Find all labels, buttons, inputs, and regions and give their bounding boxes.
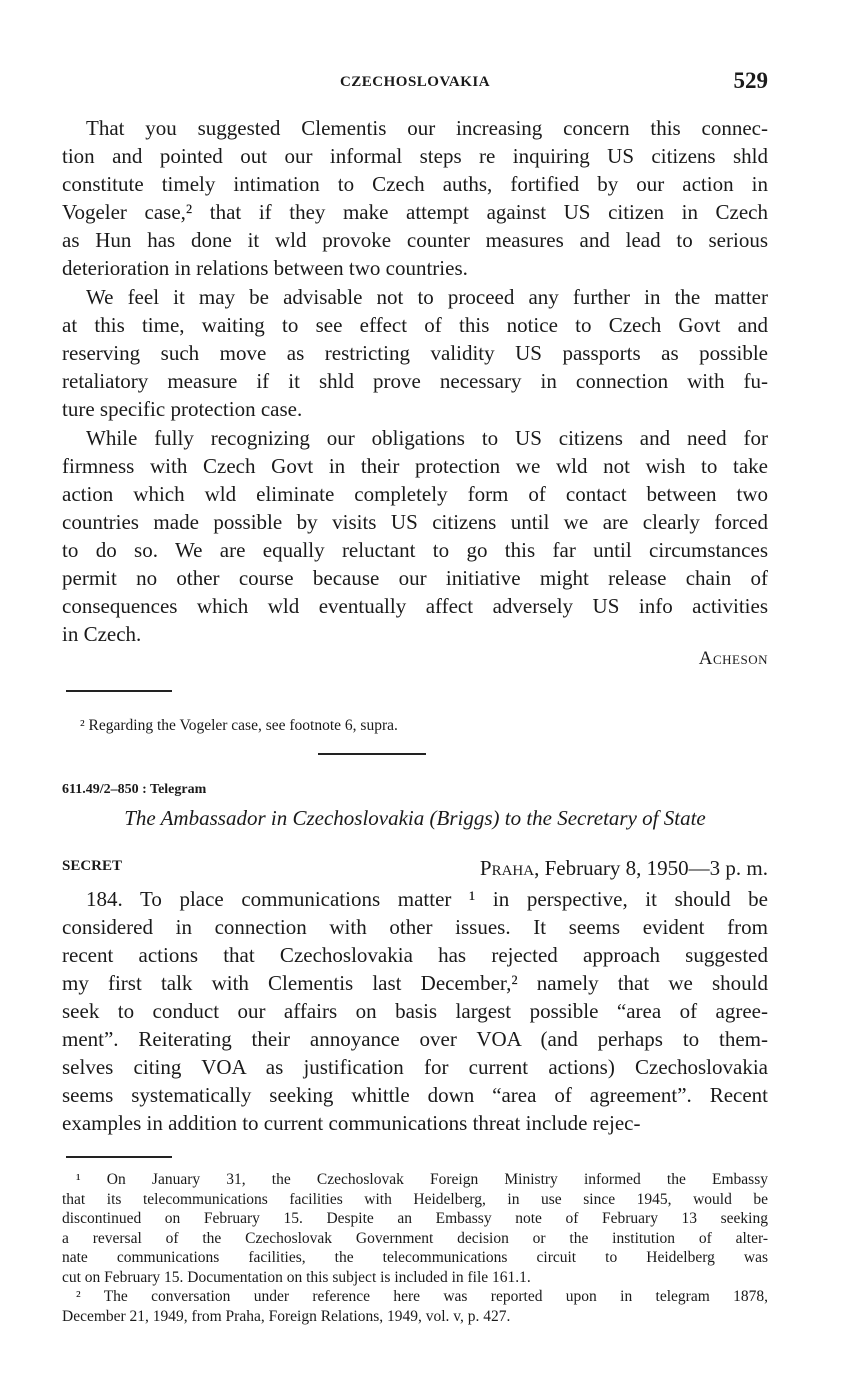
doc1-paragraph-3 <box>62 424 768 648</box>
text-line: ² The conversation under reference here was reported upon in telegram 1878, <box>76 1288 768 1305</box>
doc1-paragraph-1 <box>62 114 768 282</box>
footnote-divider-2 <box>66 1156 172 1158</box>
text-line: that its telecommunications facilities with Heidelberg, in use since 1945, would be <box>62 1190 768 1208</box>
text-line: ture specific protection case. <box>62 397 303 421</box>
text-line: tion and pointed out our informal steps re inquiring US citizens shld <box>62 144 768 168</box>
text-line: retaliatory measure if it shld prove necessary in connection with fu- <box>62 369 768 393</box>
doc2-footnote-2 <box>62 1287 768 1326</box>
text-line: We feel it may be advisable not to proceed any further in the matter <box>86 285 768 309</box>
signature: Acheson <box>698 648 768 669</box>
text-line: firmness with Czech Govt in their protection we wld not wish to take <box>62 454 768 478</box>
text-line: action which wld eliminate completely form of contact between two <box>62 482 768 506</box>
text-line: consequences which wld eventually affect adversely US info activities <box>62 594 768 618</box>
doc1-paragraph-2 <box>62 283 768 423</box>
text-line: to do so. We are equally reluctant to go this far until circumstances <box>62 538 768 562</box>
doc1-footnote-2 <box>62 716 768 736</box>
text-line: countries made possible by visits US citizens until we are clearly forced <box>62 510 768 534</box>
date: , February 8, 1950—3 p. m. <box>534 856 768 880</box>
running-header <box>62 68 768 96</box>
text-line: While fully recognizing our obligations to US citizens and need for <box>86 426 768 450</box>
text-line: That you suggested Clementis our increasing concern this connec- <box>86 116 768 140</box>
text-line: Vogeler case,² that if they make attempt against US citizen in Czech <box>62 200 768 224</box>
text-line: in Czech. <box>62 622 142 646</box>
text-line: permit no other course because our initiative might release chain of <box>62 566 768 590</box>
doc2-footnote-1 <box>62 1170 768 1287</box>
page-number: 529 <box>733 68 768 93</box>
text-line: deterioration in relations between two countries. <box>62 256 468 280</box>
text-line: December 21, 1949, from Praha, Foreign Relations, 1949, vol. v, p. 427. <box>62 1307 511 1325</box>
text-line: reserving such move as restricting validity US passports as possible <box>62 341 768 365</box>
classification: SECRET <box>62 858 123 874</box>
place: Praha <box>479 856 535 880</box>
text-line: ment”. Reiterating their annoyance over VOA (and perhaps to them- <box>62 1027 768 1051</box>
text-line: ² Regarding the Vogeler case, see footnote 6, supra. <box>80 717 398 734</box>
text-line: cut on February 15. Documentation on this subject is included in file 161.1. <box>62 1268 531 1286</box>
text-line: examples in addition to current communications threat include rejec- <box>62 1111 641 1135</box>
document-separator <box>318 753 426 755</box>
text-line: at this time, waiting to see effect of this notice to Czech Govt and <box>62 313 768 337</box>
text-line: my first talk with Clementis last December,² namely that we should <box>62 971 768 995</box>
file-number: 611.49/2–850 : Telegram <box>62 782 207 797</box>
text-line: recent actions that Czechoslovakia has rejected approach suggested <box>62 943 768 967</box>
text-line: discontinued on February 15. Despite an Embassy note of February 13 seeking <box>62 1210 768 1227</box>
text-line: constitute timely intimation to Czech auths, fortified by our action in <box>62 172 768 196</box>
text-line: nate communications facilities, the telecommunications circuit to Heidelberg was <box>62 1249 768 1266</box>
text-line: selves citing VOA as justification for current actions) Czechoslovakia <box>62 1055 768 1079</box>
running-title: CZECHOSLOVAKIA <box>339 74 491 90</box>
text-line: considered in connection with other issues. It seems evident from <box>62 915 768 939</box>
doc2-paragraph-1 <box>62 885 768 1137</box>
text-line: seems systematically seeking whittle down “area of agreement”. Recent <box>62 1083 768 1107</box>
text-line: seek to conduct our affairs on basis largest possible “area of agree- <box>62 999 768 1023</box>
text-line: as Hun has done it wld provoke counter measures and lead to serious <box>62 228 768 252</box>
document-title: The Ambassador in Czechoslovakia (Briggs) to the Secretary of State <box>124 806 706 830</box>
dateline <box>480 856 768 881</box>
text-line: a reversal of the Czechoslovak Government decision or the institution of alter- <box>62 1229 768 1247</box>
footnote-divider <box>66 690 172 692</box>
text-line: 184. To place communications matter ¹ in perspective, it should be <box>86 887 768 911</box>
text-line: ¹ On January 31, the Czechoslovak Foreign Ministry informed the Embassy <box>76 1171 768 1188</box>
